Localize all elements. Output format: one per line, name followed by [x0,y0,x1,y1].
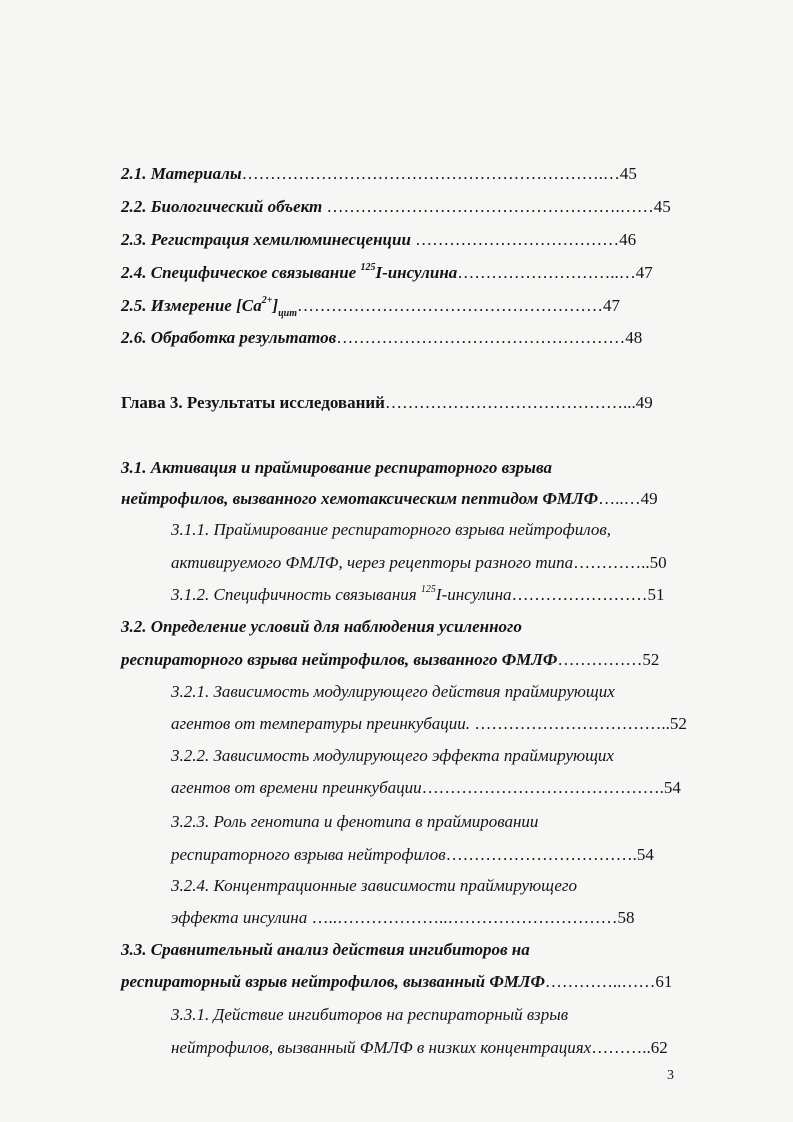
toc-entry-title: агентов от времени преинкубации [171,778,422,797]
toc-entry-title: 3.3. Сравнительный анализ действия ингибиторов на [121,940,530,959]
page-number: 3 [667,1068,674,1083]
toc-page-number: 54 [663,778,681,797]
toc-entry-title: респираторного взрыва нейтрофилов, вызванного ФМЛФ [121,650,558,669]
toc-leader: ……………………………… [410,230,620,249]
toc-entry-bracket: ] [272,296,279,315]
toc-subsection-3-2-2-line2 [171,778,681,798]
toc-section-3-1-line1 [121,458,552,478]
toc-subsection-3-2-1-line2 [171,714,687,734]
toc-entry-title: 3.2.4. Концентрационные зависимости праймирующего [171,876,577,895]
toc-leader: …………………………….. [474,714,670,733]
toc-entry-2-6 [121,328,642,348]
isotope-superscript: 125 [360,262,376,274]
toc-entry-title-cont: I-инсулина [435,585,512,604]
toc-entry-title: 2.5. Измерение [Са [121,296,262,315]
toc-leader: ……….. [591,1038,651,1057]
toc-page-number: 47 [635,263,653,282]
toc-section-3-1-line2 [121,489,658,509]
toc-entry-title: эффекта инсулина [171,908,312,927]
toc-subsection-3-2-4-line2 [171,908,634,928]
toc-subsection-3-1-1-line1 [171,520,611,540]
toc-entry-title: 3.2. Определение условий для наблюдения усиленного [121,617,522,636]
toc-section-3-2-line1 [121,617,522,637]
toc-section-3-3-line2 [121,972,672,992]
toc-entry-title: 3.2.3. Роль генотипа и фенотипа в праймировании [171,812,539,831]
toc-entry-2-4 [121,263,653,283]
toc-page-number: 52 [669,714,687,733]
toc-entry-2-2 [121,197,671,217]
toc-entry-title: 3.3.1. Действие ингибиторов на респираторный взрыв [171,1005,569,1024]
toc-entry-title: 3.2.1. Зависимость модулирующего действия праймирующих [171,682,615,701]
toc-entry-title: 2.4. Специфическое связывание [121,263,361,282]
toc-leader: …………………… [511,585,648,604]
toc-entry-2-3 [121,230,636,250]
toc-leader: …………… [557,650,643,669]
toc-leader: ………….. [573,553,650,572]
toc-entry-title: 2.1. Материалы [121,164,242,183]
toc-entry-2-1 [121,164,637,184]
toc-leader: ……………………………………. [421,778,664,797]
toc-subsection-3-3-1-line1 [171,1005,568,1025]
cyt-subscript: цит [278,308,298,320]
toc-entry-title: респираторный взрыв нейтрофилов, вызванный ФМЛФ [121,972,545,991]
toc-leader: …………………………………………… [336,328,626,347]
toc-page-number: 45 [653,197,671,216]
toc-entry-title-cont: I-инсулина [375,263,458,282]
toc-page-number: 49 [640,489,658,508]
toc-page-number: 46 [619,230,637,249]
toc-section-3-2-line2 [121,650,659,670]
toc-page-number: 62 [650,1038,668,1057]
toc-page-number: 54 [636,845,654,864]
toc-entry-title: активируемого ФМЛФ, через рецепторы разного типа [171,553,574,572]
toc-page-number: 61 [655,972,673,991]
toc-page-number: 45 [619,164,637,183]
toc-leader: ………………………..… [457,263,636,282]
toc-leader: …………..…… [544,972,656,991]
toc-page-number: 47 [603,296,621,315]
toc-section-3-3-line1 [121,940,530,960]
isotope-superscript: 125 [420,584,436,596]
toc-entry-title: 2.3. Регистрация хемилюминесценции [121,230,411,249]
toc-entry-title: 2.2. Биологический объект [121,197,323,216]
toc-leader: ……………………………………………… [297,296,604,315]
toc-entry-title: респираторного взрыва нейтрофилов [171,845,446,864]
toc-leader: …..… [598,489,641,508]
toc-leader: ……………………………………………………….… [241,164,620,183]
toc-leader: …..………………..………………………… [311,908,618,927]
toc-entry-title: 3.2.2. Зависимость модулирующего эффекта праймирующих [171,746,614,765]
toc-chapter-title: Глава 3. Результаты исследований [121,393,385,412]
toc-page-number: 49 [635,393,653,412]
charge-superscript: 2+ [261,295,273,307]
toc-leader: …………………………………………….…… [322,197,654,216]
toc-entry-title: 3.1.1. Праймирование респираторного взрыва нейтрофилов, [171,520,611,539]
toc-page-number: 51 [647,585,665,604]
toc-subsection-3-2-4-line1 [171,876,577,896]
toc-entry-title: нейтрофилов, вызванный ФМЛФ в низких концентрациях [171,1038,592,1057]
toc-page-number: 48 [625,328,643,347]
toc-subsection-3-1-2 [171,585,665,605]
toc-entry-title: 2.6. Обработка результатов [121,328,337,347]
toc-leader: ……………………………………... [384,393,636,412]
toc-entry-title: 3.1.2. Специфичность связывания [171,585,421,604]
toc-page-number: 58 [617,908,635,927]
toc-subsection-3-2-1-line1 [171,682,615,702]
toc-leader: ……………………………. [445,845,637,864]
toc-subsection-3-2-2-line1 [171,746,614,766]
toc-subsection-3-3-1-line2 [171,1038,668,1058]
toc-entry-2-5 [121,295,621,320]
toc-entry-title: 3.1. Активация и праймирование респираторного взрыва [121,458,552,477]
toc-subsection-3-2-3-line2 [171,845,654,865]
toc-entry-title: агентов от температуры преинкубации. [171,714,475,733]
toc-subsection-3-1-1-line2 [171,553,667,573]
toc-entry-title: нейтрофилов, вызванного хемотаксическим пептидом ФМЛФ [121,489,599,508]
toc-subsection-3-2-3-line1 [171,812,538,832]
toc-chapter-3 [121,393,653,413]
toc-page-number: 52 [642,650,660,669]
toc-page-number: 50 [649,553,667,572]
